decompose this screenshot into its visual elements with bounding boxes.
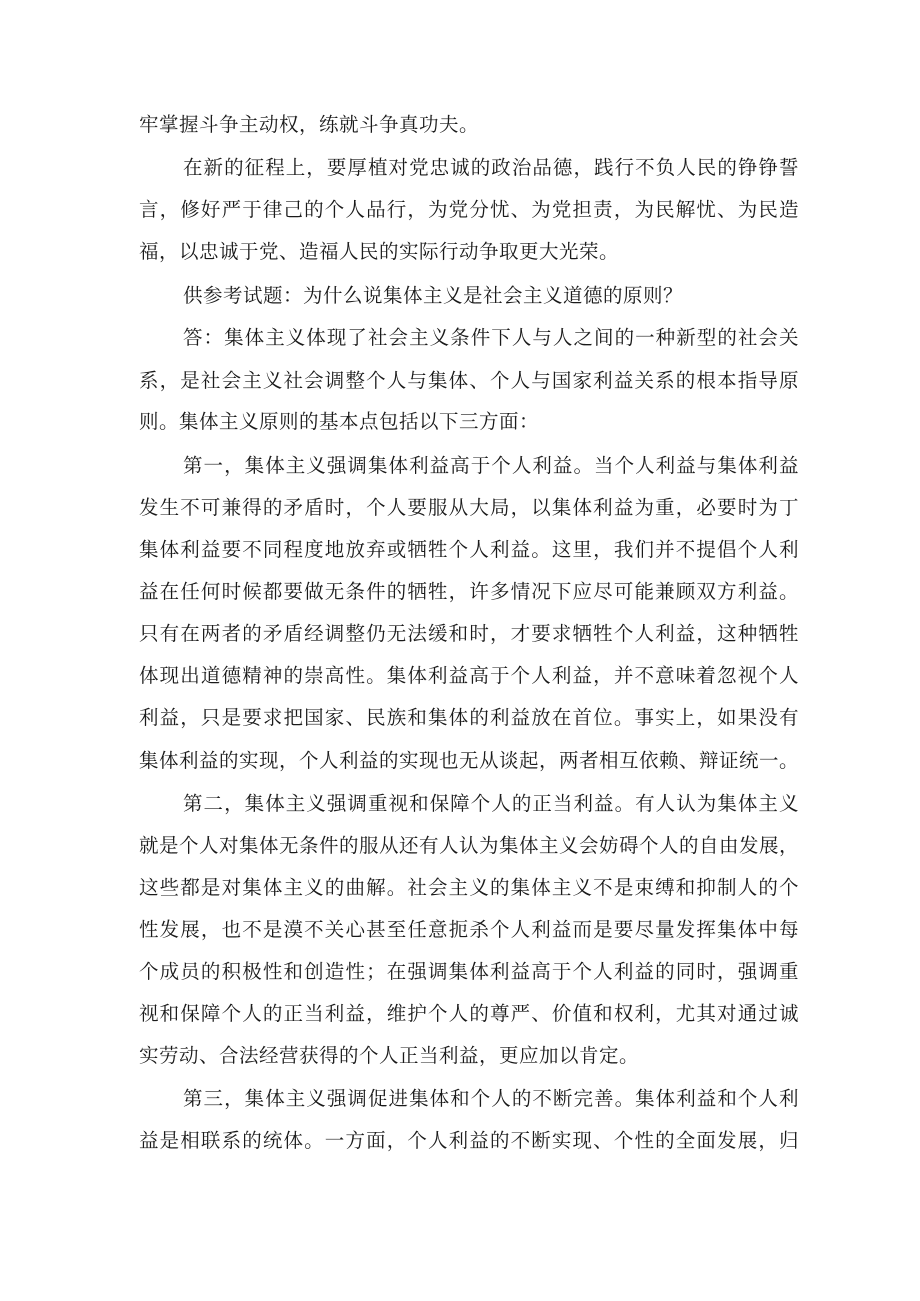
text-line: 实劳动、合法经营获得的个人正当利益，更应加以肯定。 <box>139 1044 640 1067</box>
text-line: 集体利益要不同程度地放弃或牺牲个人利益。这里，我们并不提倡个人利 <box>139 538 799 561</box>
text-line: 则。集体主义原则的基本点包括以下三方面： <box>139 410 540 433</box>
text-line: 就是个人对集体无条件的服从还有人认为集体主义会妨碍个人的自由发展， <box>139 834 800 857</box>
text-line: 个成员的积极性和创造性；在强调集体利益高于个人利益的同时，强调重 <box>139 960 799 983</box>
text-line: 第一，集体主义强调集体利益高于个人利益。当个人利益与集体利益 <box>183 454 799 477</box>
text-line: 在新的征程上，要厚植对党忠诚的政治品德，践行不负人民的铮铮誓 <box>183 156 799 179</box>
text-line: 只有在两者的矛盾经调整仍无法缓和时，才要求牺牲个人利益，这种牺牲 <box>139 622 799 645</box>
text-line: 体现出道德精神的崇高性。集体利益高于个人利益，并不意味着忽视个人 <box>139 664 799 687</box>
text-line: 集体利益的实现，个人利益的实现也无从谈起，两者相互依赖、辩证统一。 <box>139 749 800 772</box>
text-line: 言，修好严于律己的个人品行，为党分忧、为党担责，为民解忧、为民造 <box>139 198 799 221</box>
text-line: 发生不可兼得的矛盾时，个人要服从大局，以集体利益为重，必要时为丁 <box>139 496 799 519</box>
text-line: 答：集体主义体现了社会主义条件下人与人之间的一种新型的社会关 <box>183 326 799 349</box>
text-line: 利益，只是要求把国家、民族和集体的利益放在首位。事实上，如果没有 <box>139 706 799 729</box>
text-line: 这些都是对集体主义的曲解。社会主义的集体主义不是束缚和抑制人的个 <box>139 876 799 899</box>
text-line: 益在任何时候都要做无条件的牺牲，许多情况下应尽可能兼顾双方利益。 <box>139 580 799 603</box>
text-line: 性发展，也不是漠不关心甚至任意扼杀个人利益而是要尽量发挥集体中每 <box>139 918 799 941</box>
text-line: 益是相联系的统体。一方面，个人利益的不断实现、个性的全面发展，归 <box>139 1129 799 1152</box>
text-line: 第三，集体主义强调促进集体和个人的不断完善。集体利益和个人利 <box>183 1087 799 1110</box>
text-line: 牢掌握斗争主动权，练就斗争真功夫。 <box>139 113 480 136</box>
text-line: 视和保障个人的正当利益，维护个人的尊严、价值和权利，尤其对通过诚 <box>139 1002 799 1025</box>
text-line: 第二，集体主义强调重视和保障个人的正当利益。有人认为集体主义 <box>183 792 799 815</box>
text-line: 系，是社会主义社会调整个人与集体、个人与国家利益关系的根本指导原 <box>139 369 799 392</box>
text-line: 供参考试题：为什么说集体主义是社会主义道德的原则？ <box>183 284 684 307</box>
text-line: 福，以忠诚于党、造福人民的实际行动争取更大光荣。 <box>139 240 620 263</box>
